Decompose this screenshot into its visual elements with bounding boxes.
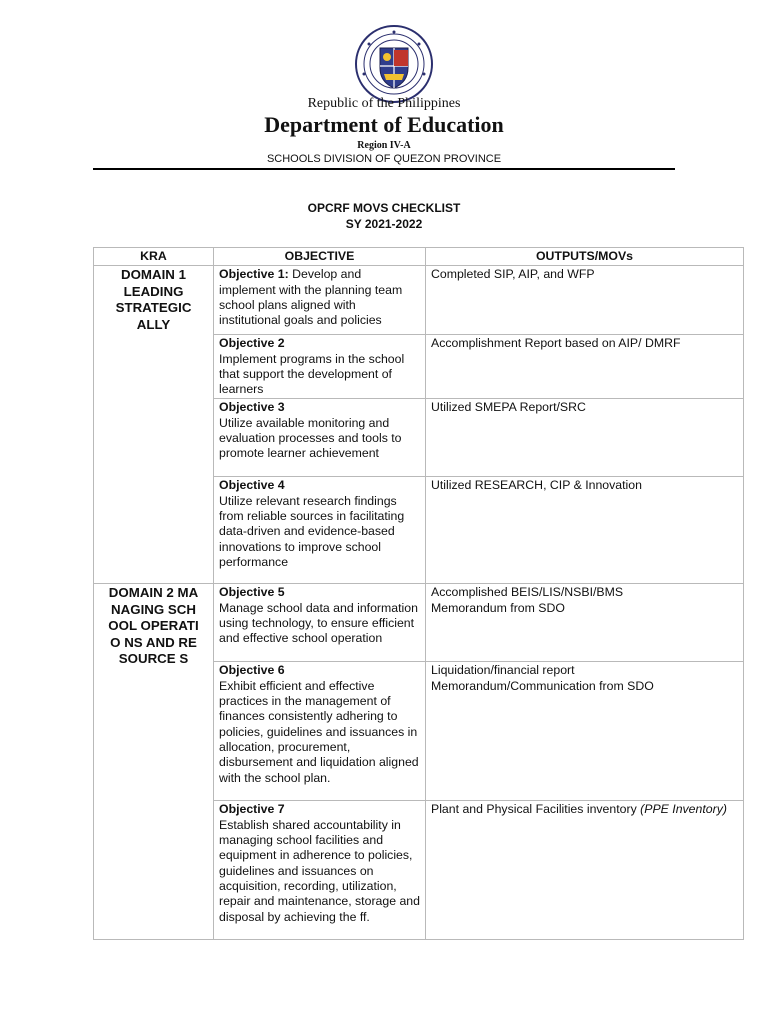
objective-text: Develop and implement with the planning team school plans aligned with institutional goals and policies [219, 267, 403, 328]
objective-text: Manage school data and information using technology, to ensure efficient and effective school operation [219, 600, 418, 646]
header-kra: KRA [94, 248, 214, 266]
table-row [94, 266, 744, 335]
objective-cell [214, 477, 426, 584]
objective-cell [214, 266, 426, 335]
output-cell: Accomplished BEIS/LIS/NSBI/BMS Memorandum from SDO [426, 584, 744, 662]
objective-title: Objective 2 [219, 336, 285, 351]
objective-title: Objective 7 [219, 802, 285, 817]
objective-text: Exhibit efficient and effective practices in the management of finances consistently adhering to policies, guidelines and issuances in allocation, procurement, disbursement and liquidation aligned with the school plan. [219, 678, 419, 785]
output-cell: Completed SIP, AIP, and WFP [426, 266, 744, 335]
objective-cell [214, 662, 426, 801]
kra-domain-2: DOMAIN 2 MANAGING SCHOOL OPERATIO NS AND RESOURCE S [94, 584, 214, 940]
objective-text: Establish shared accountability in managing school facilities and equipment in adherence to policies, guidelines and issuances on acquisition, recording, utilization, repair and maintenance, storage and disposal by achieving the ff. [219, 817, 420, 924]
table-header-row [94, 248, 744, 266]
objective-title: Objective 4 [219, 478, 285, 493]
objective-title: Objective 5 [219, 585, 285, 600]
header-outputs: OUTPUTS/MOVs [426, 248, 744, 266]
objective-title: Objective 6 [219, 663, 285, 678]
school-year: SY 2021-2022 [345, 217, 423, 231]
objective-cell [214, 801, 426, 940]
objective-text: Utilize available monitoring and evaluation processes and tools to promote learner achievement [219, 415, 402, 461]
output-cell: Liquidation/financial report Memorandum/Communication from SDO [426, 662, 744, 801]
objective-cell [214, 335, 426, 399]
document-title: OPCRF MOVS CHECKLIST [307, 201, 461, 215]
objective-cell [214, 399, 426, 477]
republic-text: Republic of the Philippines [307, 96, 461, 111]
output-cell: Accomplishment Report based on AIP/ DMRF [426, 335, 744, 399]
output-cell: Utilized SMEPA Report/SRC [426, 399, 744, 477]
deped-seal-logo [354, 24, 434, 104]
objective-text: Implement programs in the school that support the development of learners [219, 351, 405, 397]
checklist-table [93, 247, 744, 940]
output-cell: Plant and Physical Facilities inventory (PPE Inventory) [426, 801, 744, 940]
header-objective: OBJECTIVE [214, 248, 426, 266]
division-text: SCHOOLS DIVISION OF QUEZON PROVINCE [266, 153, 502, 165]
objective-title: Objective 3 [219, 400, 285, 415]
objective-title: Objective 1: [219, 267, 289, 282]
objective-cell [214, 584, 426, 662]
region-text: Region IV-A [357, 140, 411, 151]
output-cell: Utilized RESEARCH, CIP & Innovation [426, 477, 744, 584]
kra-domain-1: DOMAIN 1 LEADING STRATEGIC ALLY [94, 266, 214, 584]
table-row [94, 584, 744, 662]
header-divider [93, 168, 675, 170]
objective-text: Utilize relevant research findings from reliable sources in facilitating data-driven and evidence-based innovations to improve school performance [219, 493, 405, 569]
department-title: Department of Education [264, 112, 504, 137]
